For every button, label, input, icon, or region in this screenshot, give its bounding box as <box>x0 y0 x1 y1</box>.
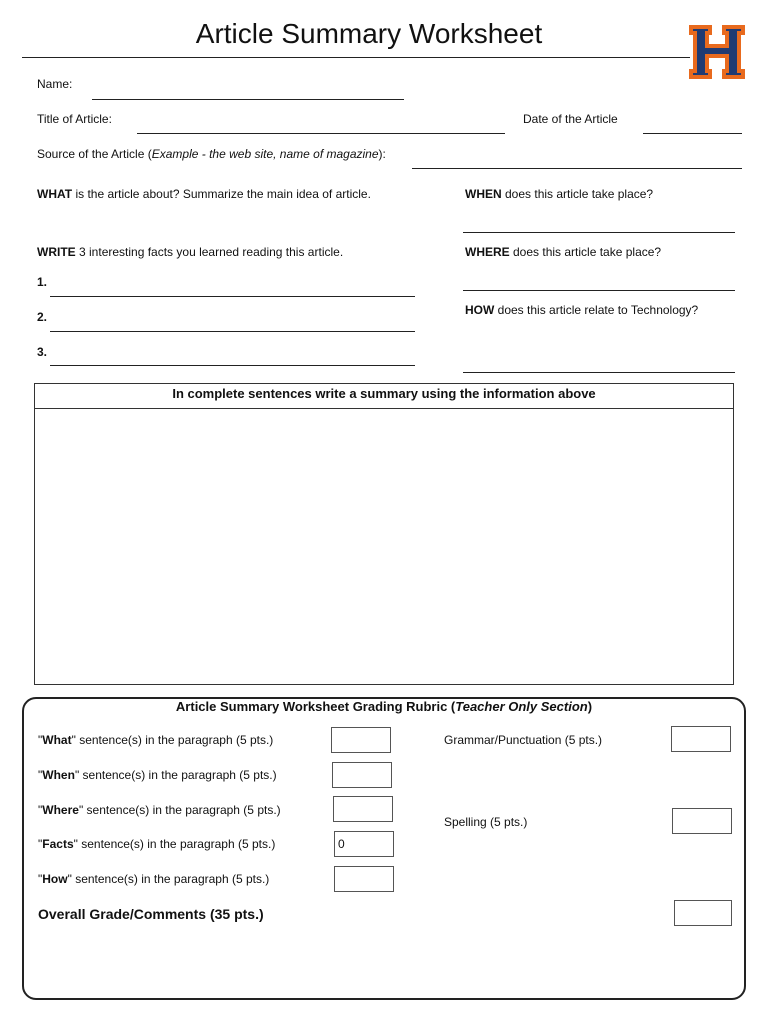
date-field[interactable] <box>643 133 742 134</box>
when-question <box>465 187 653 201</box>
rubric-row-how <box>38 872 269 886</box>
what-text: is the article about? Summarize the main idea of article. <box>72 187 371 201</box>
rubric-title <box>24 699 744 714</box>
source-label-start: Source of the Article ( <box>37 147 152 161</box>
write-text: 3 interesting facts you learned reading this article. <box>75 245 344 259</box>
rubric-row-text: " sentence(s) in the paragraph (5 pts.) <box>73 837 276 851</box>
summary-heading: In complete sentences write a summary using the information above <box>35 384 733 409</box>
score-box-overall[interactable] <box>674 900 732 926</box>
fact-number-3: 3. <box>37 345 48 359</box>
quote-open: " <box>38 872 43 886</box>
quote-open: " <box>38 837 43 851</box>
write-question <box>37 245 343 259</box>
rubric-title-end: ) <box>587 699 593 714</box>
score-box-facts[interactable]: 0 <box>334 831 394 857</box>
rubric-title-italic: Teacher Only Section <box>455 699 588 714</box>
rubric-row-when <box>38 768 277 782</box>
score-box-spelling[interactable] <box>672 808 732 834</box>
source-field[interactable] <box>412 168 742 169</box>
rubric-keyword: What <box>42 733 72 747</box>
fact-number-1: 1. <box>37 275 48 289</box>
grading-rubric <box>22 697 746 1000</box>
fact-field-2[interactable] <box>50 331 415 332</box>
where-keyword: WHERE <box>465 245 510 259</box>
rubric-row-what <box>38 733 273 747</box>
write-keyword: WRITE <box>37 245 76 259</box>
where-field[interactable] <box>463 290 735 291</box>
score-box-what[interactable] <box>331 727 391 753</box>
rubric-row-where <box>38 803 281 817</box>
title-of-article-field[interactable] <box>137 133 505 134</box>
name-label: Name: <box>37 77 73 91</box>
score-box-where[interactable] <box>333 796 393 822</box>
quote-open: " <box>38 803 43 817</box>
score-box-when[interactable] <box>332 762 392 788</box>
rubric-row-facts <box>38 837 275 851</box>
source-label <box>37 147 386 161</box>
what-question <box>37 187 371 201</box>
how-field[interactable] <box>463 372 735 373</box>
rubric-row-text: " sentence(s) in the paragraph (5 pts.) <box>71 733 274 747</box>
grammar-label: Grammar/Punctuation (5 pts.) <box>444 733 603 747</box>
rubric-title-start: Article Summary Worksheet Grading Rubric ( <box>175 699 456 714</box>
title-of-article-label: Title of Article: <box>37 112 112 126</box>
when-keyword: WHEN <box>465 187 502 201</box>
rubric-row-text: " sentence(s) in the paragraph (5 pts.) <box>78 803 281 817</box>
rubric-keyword: How <box>42 872 68 886</box>
spelling-label: Spelling (5 pts.) <box>444 815 528 829</box>
score-box-grammar[interactable] <box>671 726 731 752</box>
when-field[interactable] <box>463 232 735 233</box>
name-field[interactable] <box>92 99 404 100</box>
source-label-end: ): <box>378 147 386 161</box>
quote-open: " <box>38 733 43 747</box>
rubric-keyword: Facts <box>42 837 74 851</box>
where-text: does this article take place? <box>509 245 662 259</box>
how-keyword: HOW <box>465 303 495 317</box>
quote-open: " <box>38 768 43 782</box>
source-label-example: Example - the web site, name of magazine <box>151 147 379 161</box>
title-underline <box>22 57 690 58</box>
how-text: does this article relate to Technology? <box>494 303 699 317</box>
rubric-row-text: " sentence(s) in the paragraph (5 pts.) <box>67 872 270 886</box>
fact-number-2: 2. <box>37 310 48 324</box>
rubric-keyword: Where <box>42 803 79 817</box>
h-logo-icon <box>688 24 746 80</box>
summary-writing-area[interactable] <box>35 409 733 685</box>
when-text: does this article take place? <box>501 187 654 201</box>
what-keyword: WHAT <box>37 187 73 201</box>
summary-box <box>34 383 734 685</box>
how-question <box>465 303 698 317</box>
overall-grade-label: Overall Grade/Comments (35 pts.) <box>38 906 264 922</box>
score-box-how[interactable] <box>334 866 394 892</box>
where-question <box>465 245 661 259</box>
rubric-row-text: " sentence(s) in the paragraph (5 pts.) <box>74 768 277 782</box>
date-label: Date of the Article <box>523 112 618 126</box>
rubric-keyword: When <box>42 768 75 782</box>
page-title: Article Summary Worksheet <box>195 18 543 49</box>
fact-field-3[interactable] <box>50 365 415 366</box>
fact-field-1[interactable] <box>50 296 415 297</box>
